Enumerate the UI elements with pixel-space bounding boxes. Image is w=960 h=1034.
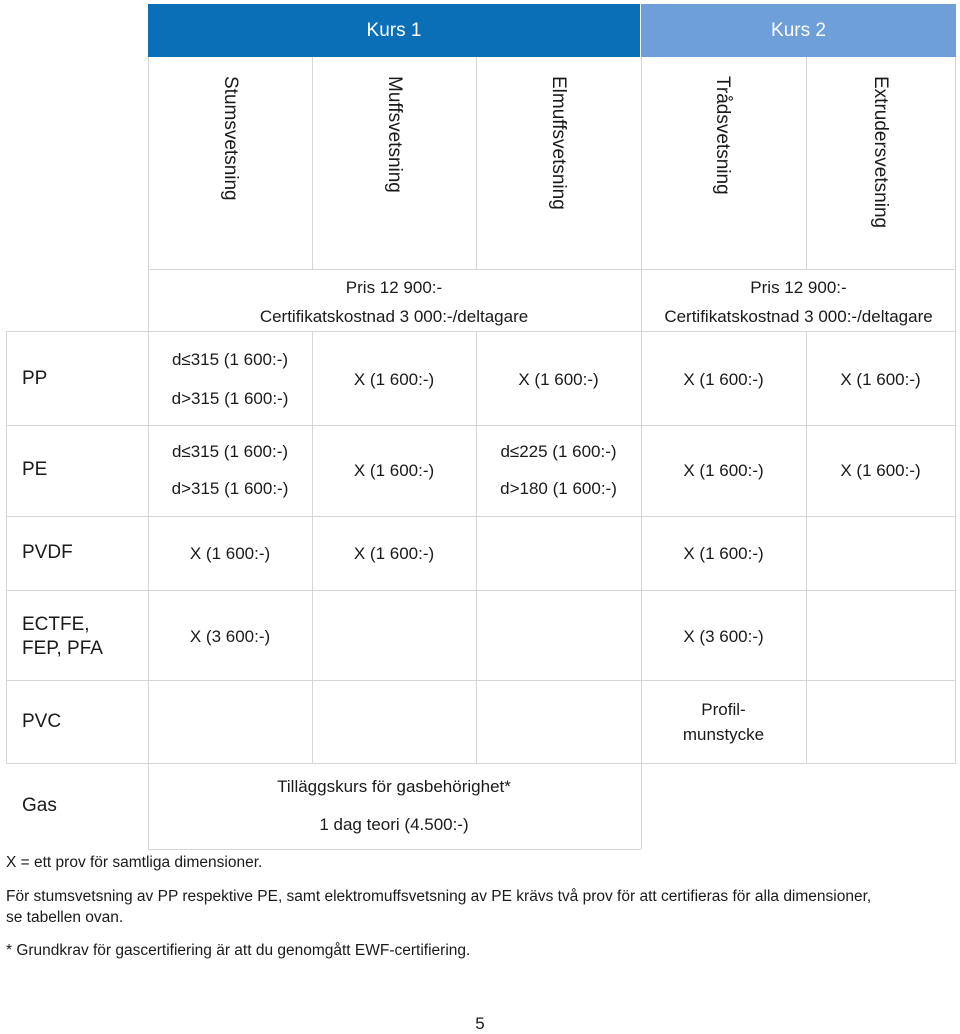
row-label-pp: PP (22, 368, 48, 389)
pe-trad: X (1 600:-) (683, 461, 764, 480)
row-label-pe: PE (22, 459, 48, 480)
x-legend-note: X = ett prov för samtliga dimensioner. (6, 854, 263, 871)
divider (148, 57, 149, 269)
kurs2-cert: Certifikatskostnad 3 000:-/deltagare (664, 307, 933, 326)
divider (476, 57, 477, 269)
pe-extruder: X (1 600:-) (840, 461, 921, 480)
pp-elmuff: X (1 600:-) (518, 370, 599, 389)
kurs2-price: Pris 12 900:- (750, 278, 847, 297)
gas-course-1: Tilläggskurs för gasbehörighet* (277, 777, 511, 796)
pvc-trad-1: Profil- (701, 700, 746, 719)
method-tradsvetsning: Trådsvetsning (712, 76, 733, 195)
row-label-gas: Gas (22, 795, 57, 816)
row-label-fep-pfa: FEP, PFA (22, 638, 103, 659)
pe-stum-2: d>315 (1 600:-) (171, 479, 289, 498)
divider (476, 331, 477, 763)
divider (312, 57, 313, 269)
pvc-trad-2: munstycke (682, 725, 765, 744)
gas-footnote: * Grundkrav för gascertifiering är att du genomgått EWF-certifiering. (6, 942, 471, 959)
pvdf-muff: X (1 600:-) (353, 544, 435, 563)
pvdf-stum: X (1 600:-) (189, 544, 271, 563)
divider (641, 57, 642, 269)
gas-course-2: 1 dag teori (4.500:-) (319, 815, 469, 834)
stum-note-line2: se tabellen ovan. (6, 909, 124, 926)
kurs2-label: Kurs 2 (771, 19, 826, 41)
row-label-pvdf: PVDF (22, 542, 73, 563)
pe-muff: X (1 600:-) (353, 461, 435, 480)
pe-elmuff-1: d≤225 (1 600:-) (500, 442, 617, 461)
method-extrudersvetsning: Extrudersvetsning (870, 76, 891, 229)
divider (806, 331, 807, 763)
divider (955, 57, 956, 269)
method-elmuffsvetsning: Elmuffsvetsning (548, 76, 569, 210)
ectfe-trad: X (3 600:-) (683, 627, 764, 646)
kurs2-header (641, 4, 956, 57)
page-number: 5 (475, 1014, 485, 1033)
stum-note-line1: För stumsvetsning av PP respektive PE, samt elektromuffsvetsning av PE krävs två prov för att certifieras för alla dimensioner, (6, 888, 872, 905)
pp-stum-2: d>315 (1 600:-) (171, 389, 289, 408)
kurs1-cert: Certifikatskostnad 3 000:-/deltagare (259, 307, 529, 326)
divider (641, 331, 642, 849)
method-stumsvetsning: Stumsvetsning (220, 76, 241, 201)
pp-muff: X (1 600:-) (353, 370, 435, 389)
pe-elmuff-2: d>180 (1 600:-) (500, 479, 617, 498)
pp-stum-1: d≤315 (1 600:-) (171, 350, 289, 369)
divider (148, 269, 956, 270)
pp-extruder: X (1 600:-) (840, 370, 921, 389)
pvdf-trad: X (1 600:-) (683, 544, 764, 563)
pp-trad: X (1 600:-) (683, 370, 764, 389)
row-label-pvc: PVC (22, 711, 62, 732)
divider (6, 331, 7, 763)
divider (955, 331, 956, 763)
kurs1-header (148, 4, 640, 57)
row-label-ectfe: ECTFE, (22, 614, 90, 635)
ectfe-stum: X (3 600:-) (189, 627, 271, 646)
divider (806, 57, 807, 269)
kurs1-label: Kurs 1 (366, 19, 422, 41)
kurs1-price: Pris 12 900:- (345, 278, 443, 297)
divider (148, 849, 641, 850)
method-muffsvetsning: Muffsvetsning (384, 76, 405, 193)
pe-stum-1: d≤315 (1 600:-) (171, 442, 289, 461)
